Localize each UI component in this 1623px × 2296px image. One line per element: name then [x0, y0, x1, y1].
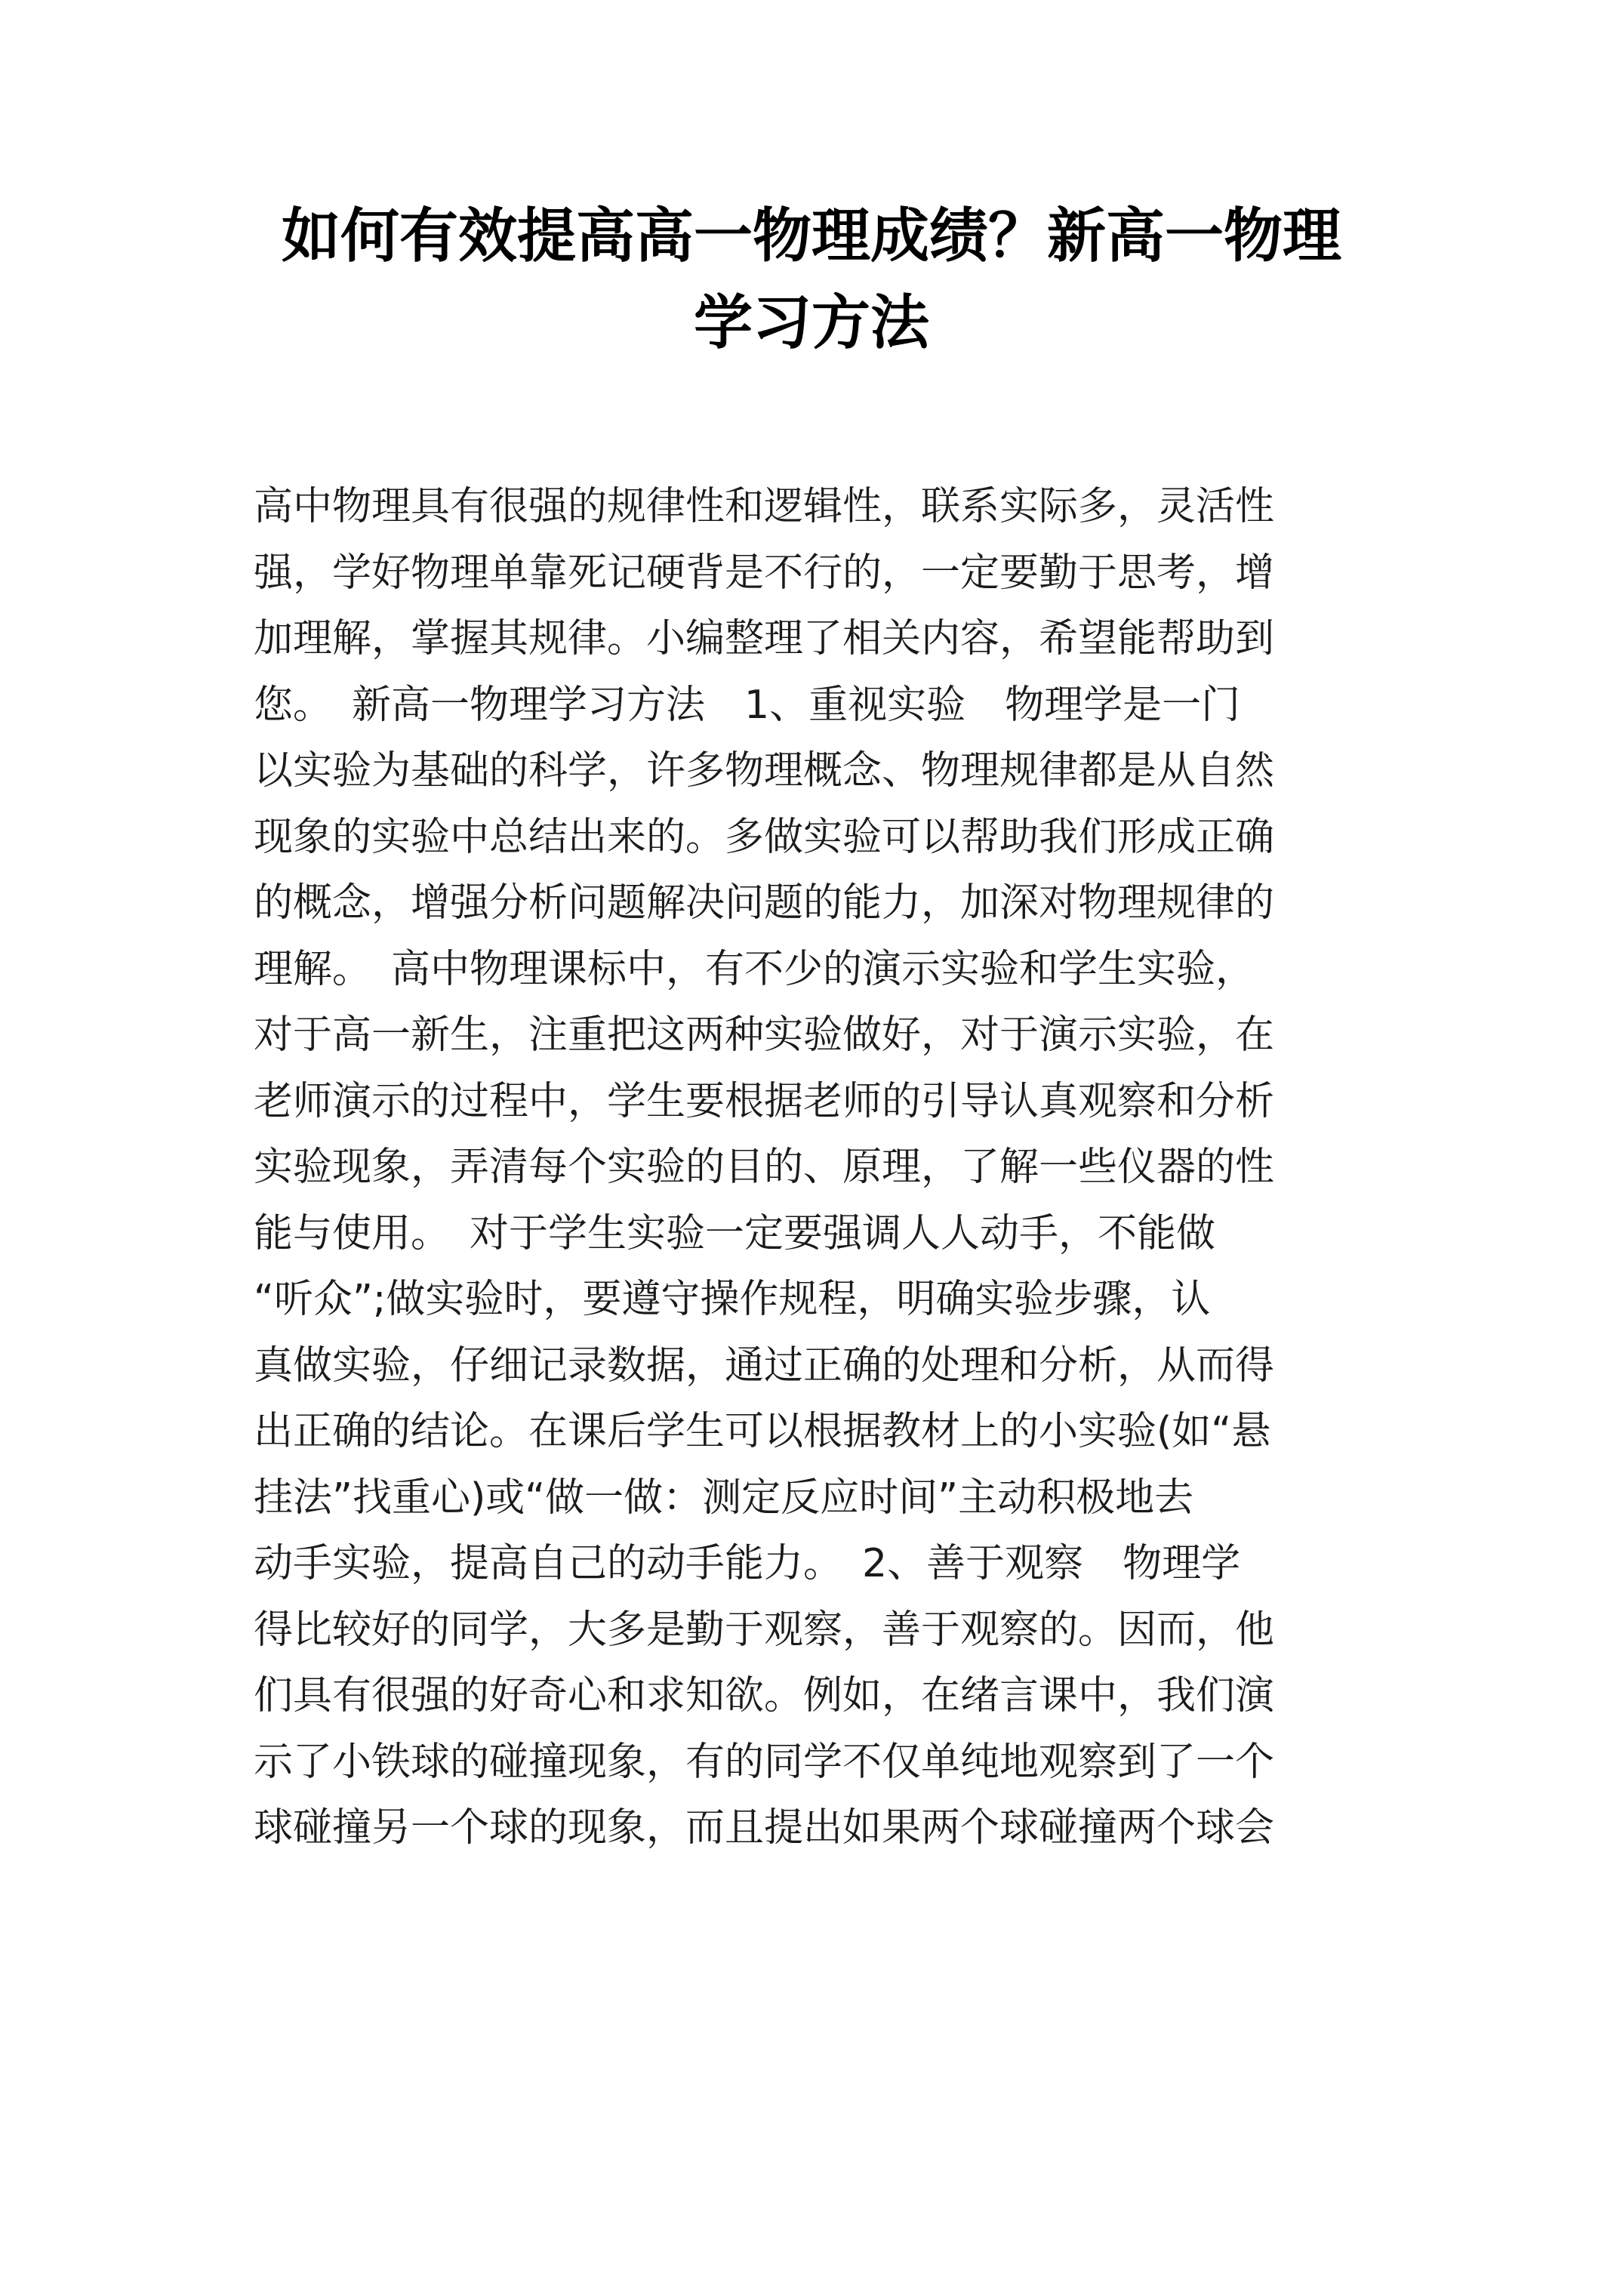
body-line: “听众”;做实验时，要遵守操作规程，明确实验步骤，认: [254, 1277, 1211, 1322]
body-line: 动手实验，提高自己的动手能力。 2、善于观察 物理学: [254, 1541, 1241, 1586]
body-line: 老师演示的过程中，学生要根据老师的引导认真观察和分析: [254, 1078, 1275, 1124]
body-line: 球碰撞另一个球的现象，而且提出如果两个球碰撞两个球会: [254, 1805, 1275, 1851]
body-line: 的概念，增强分析问题解决问题的能力，加深对物理规律的: [254, 880, 1275, 926]
title-line-2: 学习方法: [693, 288, 929, 357]
body-line: 实验现象，弄清每个实验的目的、原理，了解一些仪器的性: [254, 1145, 1275, 1190]
body-line: 能与使用。 对于学生实验一定要强调人人动手，不能做: [254, 1210, 1216, 1256]
body-line: 得比较好的同学，大多是勤于观察，善于观察的。因而，他: [254, 1607, 1275, 1653]
body-line: 们具有很强的好奇心和求知欲。例如，在绪言课中，我们演: [254, 1673, 1275, 1718]
body-line: 示了小铁球的碰撞现象，有的同学不仅单纯地观察到了一个: [254, 1739, 1275, 1785]
body-line: 高中物理具有很强的规律性和逻辑性，联系实际多，灵活性: [254, 484, 1275, 529]
body-line: 真做实验，仔细记录数据，通过正确的处理和分析，从而得: [254, 1342, 1275, 1388]
body-line: 现象的实验中总结出来的。多做实验可以帮助我们形成正确: [254, 814, 1275, 860]
body-line: 对于高一新生，注重把这两种实验做好，对于演示实验，在: [254, 1012, 1275, 1058]
title-line-1: 如何有效提高高一物理成绩？新高一物理: [281, 202, 1341, 270]
body-line: 出正确的结论。在课后学生可以根据教材上的小实验(如“悬: [254, 1409, 1271, 1454]
page-title: [181, 193, 1442, 366]
article-body: [254, 474, 1401, 1862]
body-line: 挂法”找重心)或“做一做：测定反应时间”主动积极地去: [254, 1475, 1194, 1521]
body-line: 理解。 高中物理课标中，有不少的演示实验和学生实验，: [254, 946, 1255, 992]
body-line: 以实验为基础的科学，许多物理概念、物理规律都是从自然: [254, 748, 1275, 794]
body-line: 强，学好物理单靠死记硬背是不行的，一定要勤于思考，增: [254, 550, 1275, 596]
body-line: 您。 新高一物理学习方法 1、重视实验 物理学是一门: [254, 682, 1241, 728]
body-line: 加理解，掌握其规律。小编整理了相关内容，希望能帮助到: [254, 616, 1275, 661]
